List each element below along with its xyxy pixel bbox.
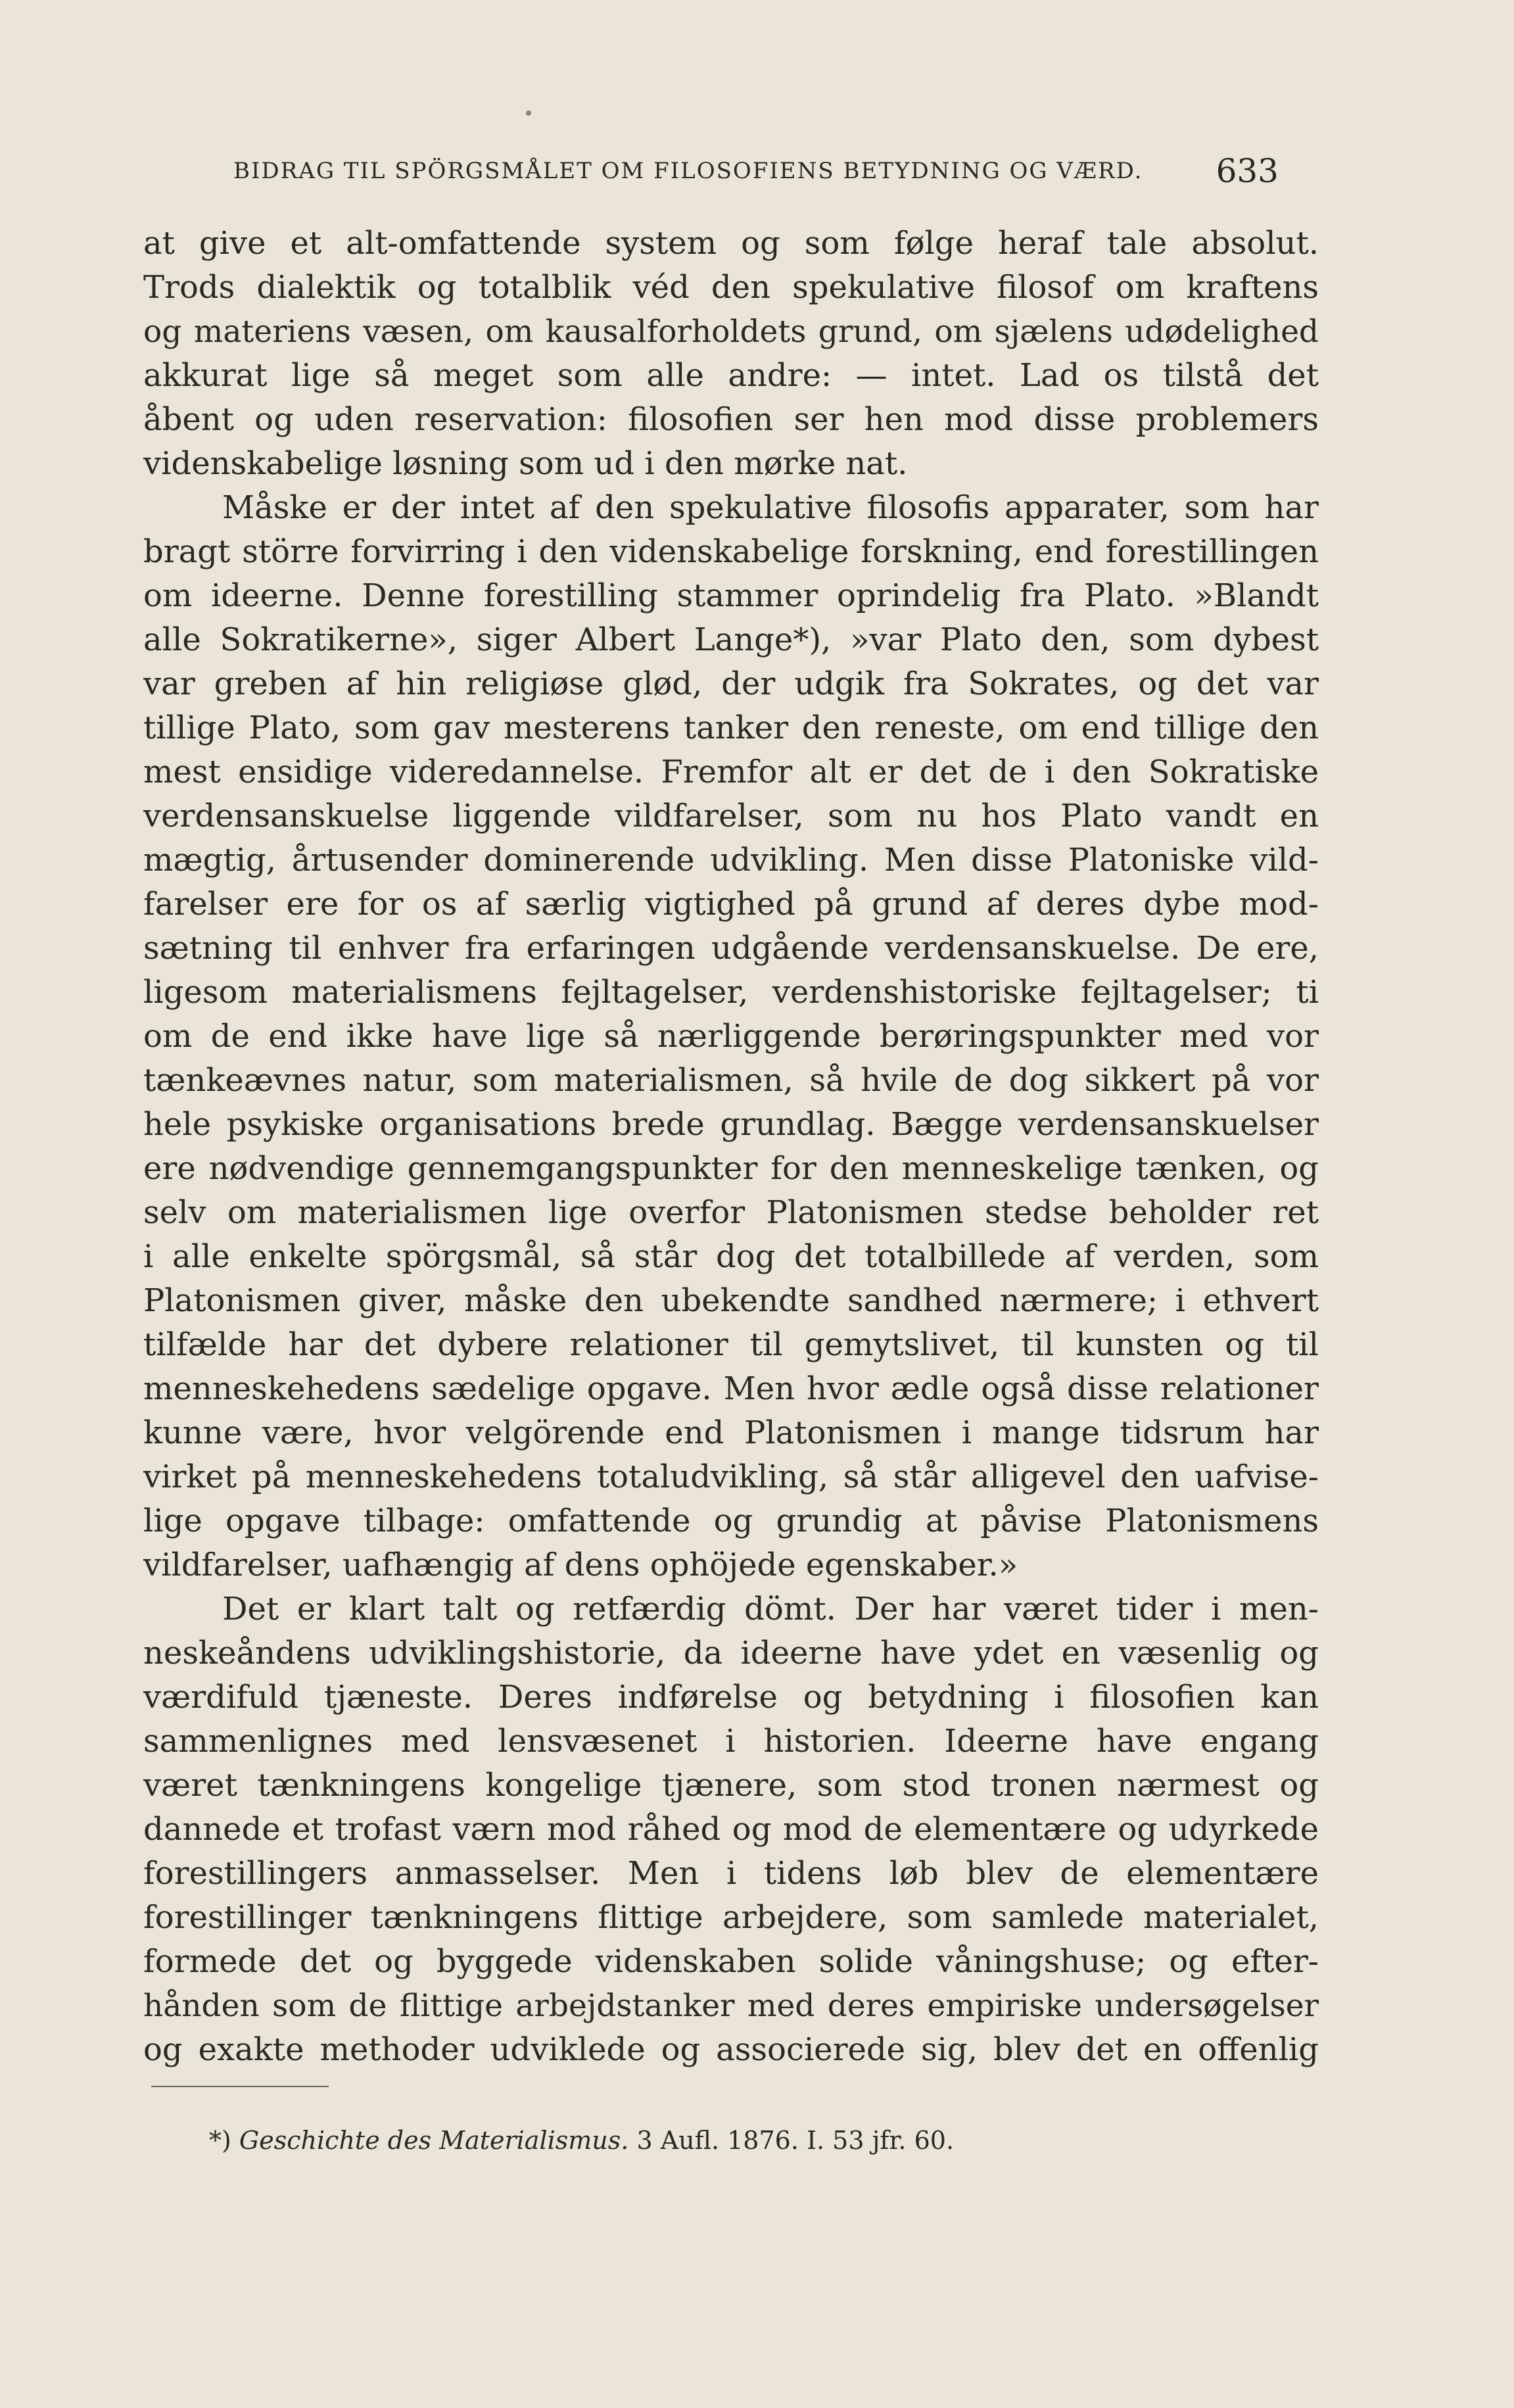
text-line: forestillinger tænkningens flittige arbejdere, som samlede materialet, — [143, 1899, 1319, 1936]
text-line: hele psykiske organisations brede grundlag. Bægge verdensanskuelser — [143, 1106, 1319, 1143]
text-line: Platonismen giver, måske den ubekendte sandhed nærmere; i ethvert — [143, 1282, 1319, 1319]
text-line: neskeåndens udviklingshistorie, da ideerne have ydet en væsenlig og — [143, 1635, 1319, 1672]
text-line: lige opgave tilbage: omfattende og grundig at påvise Platonismens — [143, 1503, 1319, 1539]
text-line: at give et alt-omfattende system og som følge heraf tale absolut. — [143, 225, 1319, 262]
text-line: Måske er der intet af den spekulative filosofis apparater, som har — [222, 489, 1319, 526]
text-line: videnskabelige løsning som ud i den mørke nat. — [143, 445, 908, 482]
text-line: verdensanskuelse liggende vildfarelser, som nu hos Plato vandt en — [143, 798, 1319, 834]
text-line: var greben af hin religiøse glød, der udgik fra Sokrates, og det var — [143, 665, 1319, 702]
footnote-divider — [151, 2086, 329, 2087]
text-line: tilfælde har det dybere relationer til gemytslivet, til kunsten og til — [143, 1326, 1319, 1363]
footnote-details: 3 Aufl. 1876. I. 53 jfr. 60. — [636, 2126, 955, 2155]
text-line: farelser ere for os af særlig vigtighed på grund af deres dybe mod- — [143, 886, 1319, 923]
text-line: Det er klart talt og retfærdig dömt. Der har været tider i men- — [222, 1591, 1319, 1627]
text-line: i alle enkelte spörgsmål, så står dog det totalbillede af verden, som — [143, 1238, 1319, 1275]
header-title: BIDRAG TIL SPÖRGSMÅLET OM FILOSOFIENS BETYDNING OG VÆRD. — [233, 158, 1143, 184]
running-header — [233, 148, 1279, 194]
text-line: tillige Plato, som gav mesterens tanker den reneste, om end tillige den — [143, 710, 1319, 746]
text-line: mægtig, årtusender dominerende udvikling. Men disse Platoniske vild- — [143, 842, 1319, 879]
text-line: forestillingers anmasselser. Men i tidens løb blev de elementære — [143, 1855, 1319, 1892]
text-line: kunne være, hvor velgörende end Platonismen i mange tidsrum har — [143, 1414, 1319, 1451]
text-line: om ideerne. Denne forestilling stammer oprindelig fra Plato. »Blandt — [143, 577, 1319, 614]
text-line: åbent og uden reservation: filosofien ser hen mod disse problemers — [143, 401, 1319, 438]
text-line: mest ensidige videredannelse. Fremfor alt er det de i den Sokratiske — [143, 754, 1319, 790]
text-line: vildfarelser, uafhængig af dens ophöjede egenskaber.» — [143, 1547, 1018, 1583]
text-line: tænkeævnes natur, som materialismen, så hvile de dog sikkert på vor — [143, 1062, 1319, 1099]
text-line: ligesom materialismens fejltagelser, verdenshistoriske fejltagelser; ti — [143, 974, 1319, 1011]
footnote-marker: *) — [209, 2126, 231, 2155]
ink-speck — [526, 110, 531, 116]
text-line: hånden som de flittige arbejdstanker med deres empiriske undersøgelser — [143, 1988, 1319, 2024]
text-line: om de end ikke have lige så nærliggende berøringspunkter med vor — [143, 1018, 1319, 1055]
body-text — [143, 222, 1319, 2072]
page-number: 633 — [1216, 152, 1279, 190]
text-line: formede det og byggede videnskaben solide våningshuse; og efter- — [143, 1943, 1319, 1980]
text-line: alle Sokratikerne», siger Albert Lange*), »var Plato den, som dybest — [143, 621, 1319, 658]
text-line: værdifuld tjæneste. Deres indførelse og betydning i filosofien kan — [143, 1679, 1319, 1716]
text-line: ere nødvendige gennemgangspunkter for den menneskelige tænken, og — [143, 1150, 1319, 1187]
text-line: akkurat lige så meget som alle andre: — intet. Lad os tilstå det — [143, 357, 1319, 394]
text-line: Trods dialektik og totalblik véd den spekulative filosof om kraftens — [143, 269, 1319, 306]
text-line: bragt större forvirring i den videnskabelige forskning, end forestillingen — [143, 533, 1319, 570]
text-line: og exakte methoder udviklede og associerede sig, blev det en offenlig — [143, 2031, 1319, 2068]
text-line: sætning til enhver fra erfaringen udgående verdensanskuelse. De ere, — [143, 930, 1319, 967]
text-line: og materiens væsen, om kausalforholdets grund, om sjælens udødelighed — [143, 314, 1319, 350]
footnote — [209, 2121, 954, 2160]
text-line: selv om materialismen lige overfor Platonismen stedse beholder ret — [143, 1194, 1319, 1231]
footnote-title: Geschichte des Materialismus. — [239, 2126, 629, 2155]
text-line: været tænkningens kongelige tjænere, som stod tronen nærmest og — [143, 1767, 1319, 1804]
text-line: virket på menneskehedens totaludvikling, så står alligevel den uafvise- — [143, 1458, 1319, 1495]
text-line: dannede et trofast værn mod råhed og mod de elementære og udyrkede — [143, 1811, 1319, 1848]
text-line: menneskehedens sædelige opgave. Men hvor ædle også disse relationer — [143, 1370, 1319, 1407]
text-line: sammenlignes med lensvæsenet i historien. Ideerne have engang — [143, 1723, 1319, 1760]
